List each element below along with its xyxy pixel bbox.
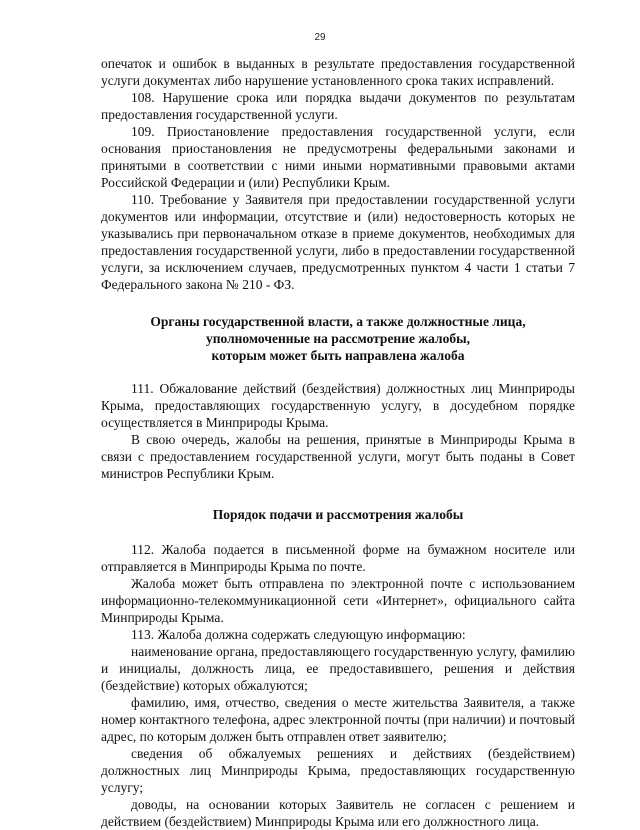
heading-line: Органы государственной власти, а также должностные лица,: [150, 314, 526, 329]
list-item-applicant: фамилию, имя, отчество, сведения о месте жительства Заявителя, а также номер контактного телефона, адрес электронной почты (при наличии) и почтовый адрес, по которым должен быть отправлен ответ заявителю;: [101, 695, 575, 744]
list-item-arguments: доводы, на основании которых Заявитель не согласен с решением и действием (бездействием) Минприроды Крыма или его должностного лица.: [101, 797, 575, 829]
document-body: [101, 55, 575, 830]
paragraph-email: Жалоба может быть отправлена по электронной почте с использованием информационно-телекоммуникационной сети «Интернет», официального сайта Минприроды Крыма.: [101, 576, 575, 625]
paragraph-council: В свою очередь, жалобы на решения, принятые в Минприроды Крыма в связи с предоставлением государственной услуги, могут быть поданы в Совет министров Республики Крым.: [101, 432, 575, 481]
paragraph-113: 113. Жалоба должна содержать следующую информацию:: [131, 627, 466, 642]
heading-line: которым может быть направлена жалоба: [211, 348, 465, 363]
paragraph-108: 108. Нарушение срока или порядка выдачи документов по результатам предоставления государственной услуги.: [101, 90, 575, 122]
paragraph-109: 109. Приостановление предоставления государственной услуги, если основания приостановления не предусмотрены федеральными законами и принятыми в соответствии с ними иными нормативными правовыми актами Российской Федерации и (или) Республики Крым.: [101, 124, 575, 190]
paragraph-continuation: опечаток и ошибок в выданных в результате предоставления государственной услуги документах либо нарушение установленного срока таких исправлений.: [101, 56, 575, 88]
list-item-decisions: сведения об обжалуемых решениях и действиях (бездействием) должностных лиц Минприроды Крыма, предоставляющих государственную услугу;: [101, 746, 575, 795]
paragraph-111: 111. Обжалование действий (бездействия) должностных лиц Минприроды Крыма, предоставляющих государственную услугу, в досудебном порядке осуществляется в Минприроды Крыма.: [101, 381, 575, 430]
paragraph-110: 110. Требование у Заявителя при предоставлении государственной услуги документов или информации, отсутствие и (или) недостоверность которых не указывались при первоначальном отказе в приеме документов, необходимых для предоставления государственной услуги, либо в предоставлении государственной услуги, за исключением случаев, предусмотренных пунктом 4 части 1 статьи 7 Федерального закона № 210 - ФЗ.: [101, 192, 575, 292]
paragraph-112: 112. Жалоба подается в письменной форме на бумажном носителе или отправляется в Минприроды Крыма по почте.: [101, 542, 575, 574]
heading-line: уполномоченные на рассмотрение жалобы,: [205, 331, 471, 346]
page-number: 29: [314, 32, 326, 43]
section-heading-procedure: Порядок подачи и рассмотрения жалобы: [212, 507, 464, 522]
section-heading-authorities: [101, 313, 575, 364]
list-item-organ: наименование органа, предоставляющего государственную услугу, фамилию и инициалы, должность лица, ее предоставившего, решения и действия (бездействие) которых обжалуются;: [101, 644, 575, 693]
